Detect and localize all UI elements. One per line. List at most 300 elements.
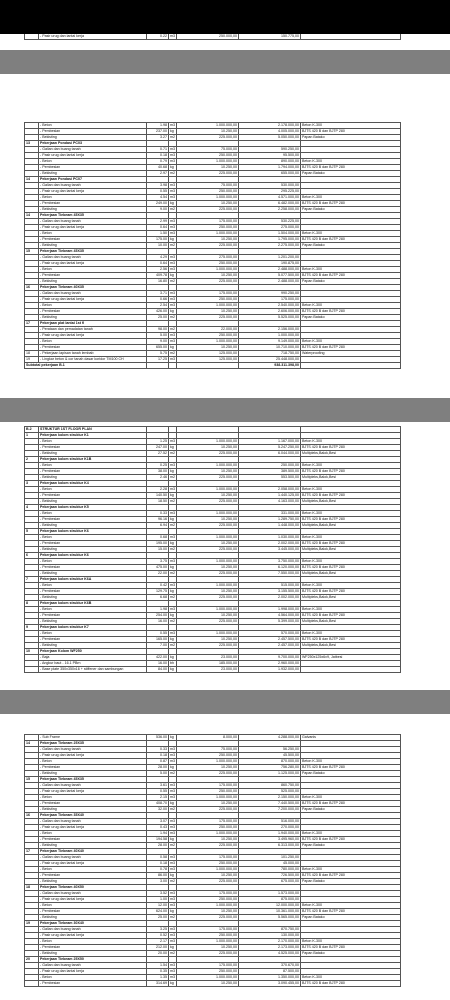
unit: m3	[170, 182, 175, 187]
unit: m3	[170, 122, 175, 127]
quantity: 1.94	[147, 831, 169, 837]
total-price: 1.795.000,00	[239, 237, 301, 243]
total-price: 5.399.000,00	[239, 619, 301, 625]
unit: m2	[170, 326, 175, 331]
item-number: 2	[25, 457, 39, 463]
total-price: 516.000,00	[239, 819, 301, 825]
unit-price: 225.000,00	[177, 171, 239, 177]
unit: m2	[170, 474, 175, 479]
item-description: - Beton	[39, 975, 147, 981]
remarks: Waterproofing	[301, 351, 401, 357]
unit-price: 225.000,00	[177, 547, 239, 553]
item-description: - Beton	[39, 231, 147, 237]
item-description: - Bekisting	[39, 771, 147, 777]
unit: m3	[170, 152, 175, 157]
unit-price: 175.000,00	[177, 855, 239, 861]
unit-price: 175.000,00	[177, 819, 239, 825]
quantity: 249.00	[147, 201, 169, 207]
unit: m2	[170, 278, 175, 283]
total-price: 4.288.000,00	[239, 735, 301, 741]
item-number: 7	[25, 577, 39, 583]
item-description: - Pembesian	[39, 801, 147, 807]
unit-price: 10.250,00	[177, 165, 239, 171]
item-description: - Beton	[39, 195, 147, 201]
item-description: Pekerjaan Pondasi PC07	[39, 177, 147, 183]
item-number: 19	[25, 357, 39, 363]
total-price: 7.550.000,00	[239, 571, 301, 577]
remarks: Beton K-300	[301, 123, 401, 129]
total-price: 590.250,00	[239, 147, 301, 153]
unit: m3	[170, 630, 175, 635]
item-description: - Beton	[39, 487, 147, 493]
item-description: - Beton	[39, 583, 147, 589]
boq-table	[24, 734, 401, 987]
unit-price: 10.250,00	[177, 909, 239, 915]
item-number: 5	[25, 529, 39, 535]
unit: kg	[169, 445, 177, 451]
unit: m3	[170, 582, 175, 587]
item-description: - Pasir urug dan lantai kerja	[39, 225, 147, 231]
unit: m3	[170, 218, 175, 223]
item-description: - Bekisting	[39, 547, 147, 553]
item-description: - Beton	[39, 439, 147, 445]
item-description: - Beton	[39, 631, 147, 637]
item-description: - Pembesian	[39, 873, 147, 879]
unit-price: 225.000,00	[177, 523, 239, 529]
unit: m2	[170, 806, 175, 811]
total-price: 3.090.455,00	[239, 981, 301, 987]
total-price: 1.448.000,00	[239, 523, 301, 529]
unit-price: 1.000.000,00	[177, 463, 239, 469]
quantity: 0.68	[147, 535, 169, 541]
item-description: - Beton	[39, 267, 147, 273]
quantity: 3.27	[147, 135, 169, 141]
total-price: 890.000,00	[239, 159, 301, 165]
remarks: BJTS 420 B dan BJTP 280	[301, 129, 401, 135]
quantity: 10.00	[147, 243, 169, 249]
unit: m3	[170, 438, 175, 443]
quantity: 426.00	[147, 309, 169, 315]
remarks: BJTS 420 B dan BJTP 280	[301, 801, 401, 807]
item-number: 20	[25, 957, 39, 963]
item-description: - Angkur baut - 16.1 PBrn	[39, 661, 147, 667]
unit-price: 10.250,00	[177, 765, 239, 771]
unit-price: 1.000.000,00	[177, 867, 239, 873]
unit: m2	[170, 450, 175, 455]
quantity: 6.68	[147, 595, 169, 601]
unit: m3	[170, 938, 175, 943]
item-description: Pekerjaan Tiebeam 25X50	[39, 957, 147, 963]
unit-price: 10.250,00	[177, 469, 239, 475]
quantity: 27.52	[147, 451, 169, 457]
quantity: 0.18	[147, 753, 169, 759]
total-price: 295.225,00	[239, 189, 301, 195]
total-price: 130.000,00	[239, 933, 301, 939]
item-description: - Pasir urug dan lantai kerja	[39, 753, 147, 759]
unit-price: 225.000,00	[177, 595, 239, 601]
unit-price: 1.000.000,00	[177, 831, 239, 837]
unit-price: 250.000,00	[177, 297, 239, 303]
total-price: 1.940.000,00	[239, 831, 301, 837]
quantity: 0.33	[147, 511, 169, 517]
quantity: 40.68	[147, 165, 169, 171]
quantity: 3.61	[147, 783, 169, 789]
quantity: 96.16	[147, 517, 169, 523]
item-description: - Pekerjaan lapisan tanah lembab	[39, 351, 147, 357]
remarks: Beton K-300	[301, 159, 401, 165]
unit: m3	[170, 854, 175, 859]
unit: m3	[170, 338, 175, 343]
total-price: 655.000,00	[239, 171, 301, 177]
item-number: 17	[25, 321, 39, 327]
quantity: 22.00	[147, 571, 169, 577]
unit-price: 8.000,00	[177, 735, 239, 741]
total-price: 56.250,00	[239, 747, 301, 753]
unit: m3	[170, 224, 175, 229]
total-price: 2.960.000,00	[239, 661, 301, 667]
remarks: BJTS 420 B dan BJTP 280	[301, 273, 401, 279]
unit-price: 250.000,00	[177, 969, 239, 975]
item-description: - Bekisting	[39, 135, 147, 141]
item-description: - Galian dan buang tanah	[39, 147, 147, 153]
total-price: 389.500,00	[239, 469, 301, 475]
unit: m3	[170, 296, 175, 301]
item-description: - Bekisting	[39, 475, 147, 481]
item-description: - Bekisting	[39, 499, 147, 505]
unit-price: 1.000.000,00	[177, 559, 239, 565]
unit: m3	[170, 830, 175, 835]
item-description: Pekerjaan Tiebeam 45X35	[39, 777, 147, 783]
quantity: 1.00	[147, 897, 169, 903]
item-description: - Pasir urug dan lantai kerja	[39, 189, 147, 195]
remarks: Beton K-300	[301, 583, 401, 589]
item-description: Pekerjaan Tiebeam 35X40	[39, 813, 147, 819]
item-description: - Pembesian	[39, 273, 147, 279]
unit: kg	[169, 873, 177, 879]
quantity: 3.98	[147, 183, 169, 189]
remarks: BJTS 420 B dan BJTP 280	[301, 637, 401, 643]
quantity: 408.70	[147, 801, 169, 807]
item-description: Pekerjaan Tiebeam 30X40	[39, 921, 147, 927]
unit: m3	[170, 510, 175, 515]
remarks: Papan Batako	[301, 771, 401, 777]
quantity: 212.00	[147, 945, 169, 951]
quantity: 0.18	[147, 153, 169, 159]
unit-price: 1.000.000,00	[177, 123, 239, 129]
unit-price: 1.000.000,00	[177, 195, 239, 201]
item-description: - Galian dan buang tanah	[39, 783, 147, 789]
unit-price: 225.000,00	[177, 807, 239, 813]
item-description: - Bekisting	[39, 279, 147, 285]
remarks: Beton K-300	[301, 795, 401, 801]
total-price: 10.710.000,00	[239, 345, 301, 351]
quantity: 2.56	[147, 267, 169, 273]
quantity: 140.50	[147, 493, 169, 499]
item-description: - Pasir urug dan lantai kerja	[39, 297, 147, 303]
remarks: BJTS 420 B dan BJTP 280	[301, 309, 401, 315]
item-description: - Pasir urug dan lantai kerja	[39, 261, 147, 267]
item-description: - Pasir urug dan lantai kerja	[39, 897, 147, 903]
remarks: Beton K-300	[301, 339, 401, 345]
total-price: 95.500,00	[239, 153, 301, 159]
unit-price: 250.000,00	[177, 933, 239, 939]
quantity: 2.15	[147, 795, 169, 801]
total-price: 780.000,00	[239, 867, 301, 873]
quantity: 16.00	[147, 661, 169, 667]
unit-price: 1.000.000,00	[177, 231, 239, 237]
remarks: BJTS 420 B dan BJTP 280	[301, 765, 401, 771]
unit: m2	[170, 206, 175, 211]
item-description: - Bekisting	[39, 523, 147, 529]
remarks: Papan Batako	[301, 315, 401, 321]
total-price: 7.440.500,00	[239, 801, 301, 807]
unit: m3	[170, 818, 175, 823]
item-description: - Beton	[39, 339, 147, 345]
unit-price: 225.000,00	[177, 451, 239, 457]
unit: m3	[170, 866, 175, 871]
quantity: 0.66	[147, 297, 169, 303]
unit-price: 175.000,00	[177, 963, 239, 969]
total-price: 1.932.000,00	[239, 667, 301, 673]
item-number: 10	[25, 649, 39, 655]
item-number: 16	[25, 813, 39, 819]
item-description: Pekerjaan kolom struktur K6A	[39, 577, 147, 583]
total-price: 4.163.000,00	[239, 499, 301, 505]
item-description: - Beton	[39, 759, 147, 765]
item-description: - Pembesian	[39, 765, 147, 771]
unit-price: 175.000,00	[177, 219, 239, 225]
unit: m3	[170, 896, 175, 901]
unit-price: 1.000.000,00	[177, 339, 239, 345]
remarks: Beton K-300	[301, 831, 401, 837]
unit-price: 75.000,00	[177, 183, 239, 189]
unit-price: 10.250,00	[177, 589, 239, 595]
boq-table	[24, 122, 401, 369]
item-description: - Pembesian	[39, 129, 147, 135]
item-description: Pekerjaan Tiebeam 45X35	[39, 249, 147, 255]
quantity: 0.25	[147, 463, 169, 469]
item-description: - Bekisting	[39, 843, 147, 849]
unit-price: 175.000,00	[177, 783, 239, 789]
unit: m2	[170, 498, 175, 503]
total-price: 1.201.200,00	[239, 255, 301, 261]
remarks: Papan Batako	[301, 843, 401, 849]
unit: m3	[170, 34, 175, 38]
item-number: 8	[25, 601, 39, 607]
document-page-4	[0, 714, 450, 1000]
total-price: 525.000,00	[239, 789, 301, 795]
remarks: BJTS 420 B dan BJTP 280	[301, 165, 401, 171]
total-price: 870.750,00	[239, 927, 301, 933]
total-price: 3.445.000,00	[239, 547, 301, 553]
total-price: 1.030.000,00	[239, 535, 301, 541]
total-price: 270.000,00	[239, 825, 301, 831]
unit: m2	[170, 170, 175, 175]
subtotal-label: Subtotal pekerjaan B.1	[25, 363, 147, 369]
remarks: Beton K-300	[301, 867, 401, 873]
quantity: 28.00	[147, 843, 169, 849]
item-description: - Pasir urug dan lantai kerja	[39, 825, 147, 831]
total-price: 4.005.000,00	[239, 129, 301, 135]
item-description: - Beton	[39, 303, 147, 309]
item-description: Pekerjaan Tiebeam 40X40	[39, 849, 147, 855]
total-price: 2.156.000,00	[239, 327, 301, 333]
unit-price: 250.000,00	[177, 333, 239, 339]
unit-price: 1.000.000,00	[177, 939, 239, 945]
quantity: 237.00	[147, 129, 169, 135]
quantity: 5.75	[147, 351, 169, 357]
quantity: 84.00	[147, 667, 169, 673]
quantity: 2.54	[147, 303, 169, 309]
item-description: - Base plate 350x350x16 + stiffener dan sambungan	[39, 667, 147, 673]
unit-price: 10.250,00	[177, 837, 239, 843]
quantity: 3.71	[147, 291, 169, 297]
unit-price: 10.250,00	[177, 445, 239, 451]
unit: kg	[169, 469, 177, 475]
unit-price: 10.250,00	[177, 541, 239, 547]
total-price: 1.440.125,00	[239, 493, 301, 499]
unit: m3	[170, 752, 175, 757]
remarks: Multipleks,Balok,Besi	[301, 643, 401, 649]
unit-price: 23.000,00	[177, 667, 239, 673]
item-description: - Bekisting	[39, 879, 147, 885]
table-row	[25, 34, 401, 40]
unit: m2	[170, 242, 175, 247]
unit: m2	[170, 914, 175, 919]
total-price: 2.488.000,00	[239, 279, 301, 285]
remarks: Multipleks,Balok,Besi	[301, 499, 401, 505]
unit: m2	[170, 878, 175, 883]
item-number	[25, 667, 39, 673]
quantity: 1.98	[147, 123, 169, 129]
total-price: 5.565.000,00	[239, 915, 301, 921]
quantity: 5.00	[147, 333, 169, 339]
unit-price: 1.000.000,00	[177, 583, 239, 589]
quantity: 624.00	[147, 909, 169, 915]
quantity: 86.00	[147, 873, 169, 879]
remarks: Multipleks,Balok,Besi	[301, 595, 401, 601]
unit-price: 10.250,00	[177, 637, 239, 643]
unit: kg	[169, 909, 177, 915]
item-description: - Pembesian	[39, 589, 147, 595]
item-description: - Pasir urug dan lantai kerja	[39, 789, 147, 795]
total-price: 870.000,00	[239, 759, 301, 765]
unit-price: 175.000,00	[177, 891, 239, 897]
item-description: - Beton	[39, 159, 147, 165]
total-price: 1.167.000,00	[239, 439, 301, 445]
item-description: Pekerjaan kolom struktur K5	[39, 505, 147, 511]
unit: m3	[170, 266, 175, 271]
unit: m3	[170, 332, 175, 337]
total-price: 331.000,00	[239, 511, 301, 517]
unit-price: 175.000,00	[177, 291, 239, 297]
quantity: 3.52	[147, 891, 169, 897]
unit-price: 250.000,00	[177, 225, 239, 231]
unit-price: 250.000,00	[177, 861, 239, 867]
total-price: 190.875,00	[239, 261, 301, 267]
unit-price: 225.000,00	[177, 643, 239, 649]
unit: m3	[170, 794, 175, 799]
remarks: Papan Batako	[301, 279, 401, 285]
total-price: 3.750.000,00	[239, 559, 301, 565]
unit: m3	[170, 968, 175, 973]
total-price: 4.571.000,00	[239, 195, 301, 201]
total-price: 2.002.000,00	[239, 541, 301, 547]
remarks: Beton K-300	[301, 535, 401, 541]
unit: m3	[170, 890, 175, 895]
unit-price: 10.250,00	[177, 345, 239, 351]
viewer-top-bar	[0, 0, 450, 34]
unit-price: 125.000,00	[177, 351, 239, 357]
item-description: - Pembesian	[39, 517, 147, 523]
total-price: 10.361.000,00	[239, 909, 301, 915]
total-price: 2.457.500,00	[239, 637, 301, 643]
unit-price: 23.000,00	[177, 655, 239, 661]
item-description: - Pembesian	[39, 613, 147, 619]
total-price: 175.000,00	[239, 297, 301, 303]
item-description: - Pembesian	[39, 981, 147, 987]
quantity: 536.00	[147, 735, 169, 741]
unit-price: 1.000.000,00	[177, 159, 239, 165]
unit: m3	[170, 534, 175, 539]
unit-price: 250.000,00	[177, 261, 239, 267]
quantity: 0.35	[147, 969, 169, 975]
remarks	[301, 667, 401, 673]
quantity: 2.97	[147, 171, 169, 177]
item-description: - Beton	[39, 511, 147, 517]
remarks: BJTS 420 B dan BJTP 280	[301, 873, 401, 879]
unit-price: 250.000,00	[177, 34, 239, 40]
total-price: 370.670,00	[239, 963, 301, 969]
item-description: - Baja	[39, 655, 147, 661]
unit-price: 75.000,00	[177, 747, 239, 753]
remarks: BJTS 420 B dan BJTP 280	[301, 445, 401, 451]
quantity: 1.98	[147, 607, 169, 613]
remarks: BJTS 420 B dan BJTP 280	[301, 565, 401, 571]
item-description: - Galian dan buang tanah	[39, 747, 147, 753]
unit-price: 225.000,00	[177, 879, 239, 885]
item-description: - Sub Frame	[39, 735, 147, 741]
unit: kg	[169, 589, 177, 595]
item-description: - Pasir urug dan lantai kerja	[39, 933, 147, 939]
unit-price: 250.000,00	[177, 825, 239, 831]
total-price: 1.000.000,00	[239, 333, 301, 339]
remarks: Multipleks,Balok,Besi	[301, 475, 401, 481]
item-description: - Bekisting	[39, 243, 147, 249]
total-price: 718.750,00	[239, 351, 301, 357]
total-price: 530.000,00	[239, 183, 301, 189]
section-number: B.2	[25, 427, 39, 433]
unit-price: 10.250,00	[177, 873, 239, 879]
item-description: - Beton	[39, 535, 147, 541]
item-description: - Galian dan buang tanah	[39, 963, 147, 969]
section-title: STRUKTUR 1ST FLOOR PLAN	[39, 427, 147, 433]
quantity: 2.46	[147, 475, 169, 481]
unit: m3	[170, 902, 175, 907]
remarks: Beton K-300	[301, 231, 401, 237]
remarks: BJTS 420 B dan BJTP 280	[301, 517, 401, 523]
unit: m3	[170, 146, 175, 151]
item-description: Pekerjaan kolom struktur K4	[39, 481, 147, 487]
table-row	[25, 667, 401, 673]
quantity: 254.00	[147, 613, 169, 619]
unit-price: 250.000,00	[177, 153, 239, 159]
unit: kg	[169, 345, 177, 351]
item-description: Pekerjaan Kolom WF250	[39, 649, 147, 655]
unit-price: 225.000,00	[177, 843, 239, 849]
unit: kg	[169, 655, 177, 661]
quantity: 6.94	[147, 523, 169, 529]
